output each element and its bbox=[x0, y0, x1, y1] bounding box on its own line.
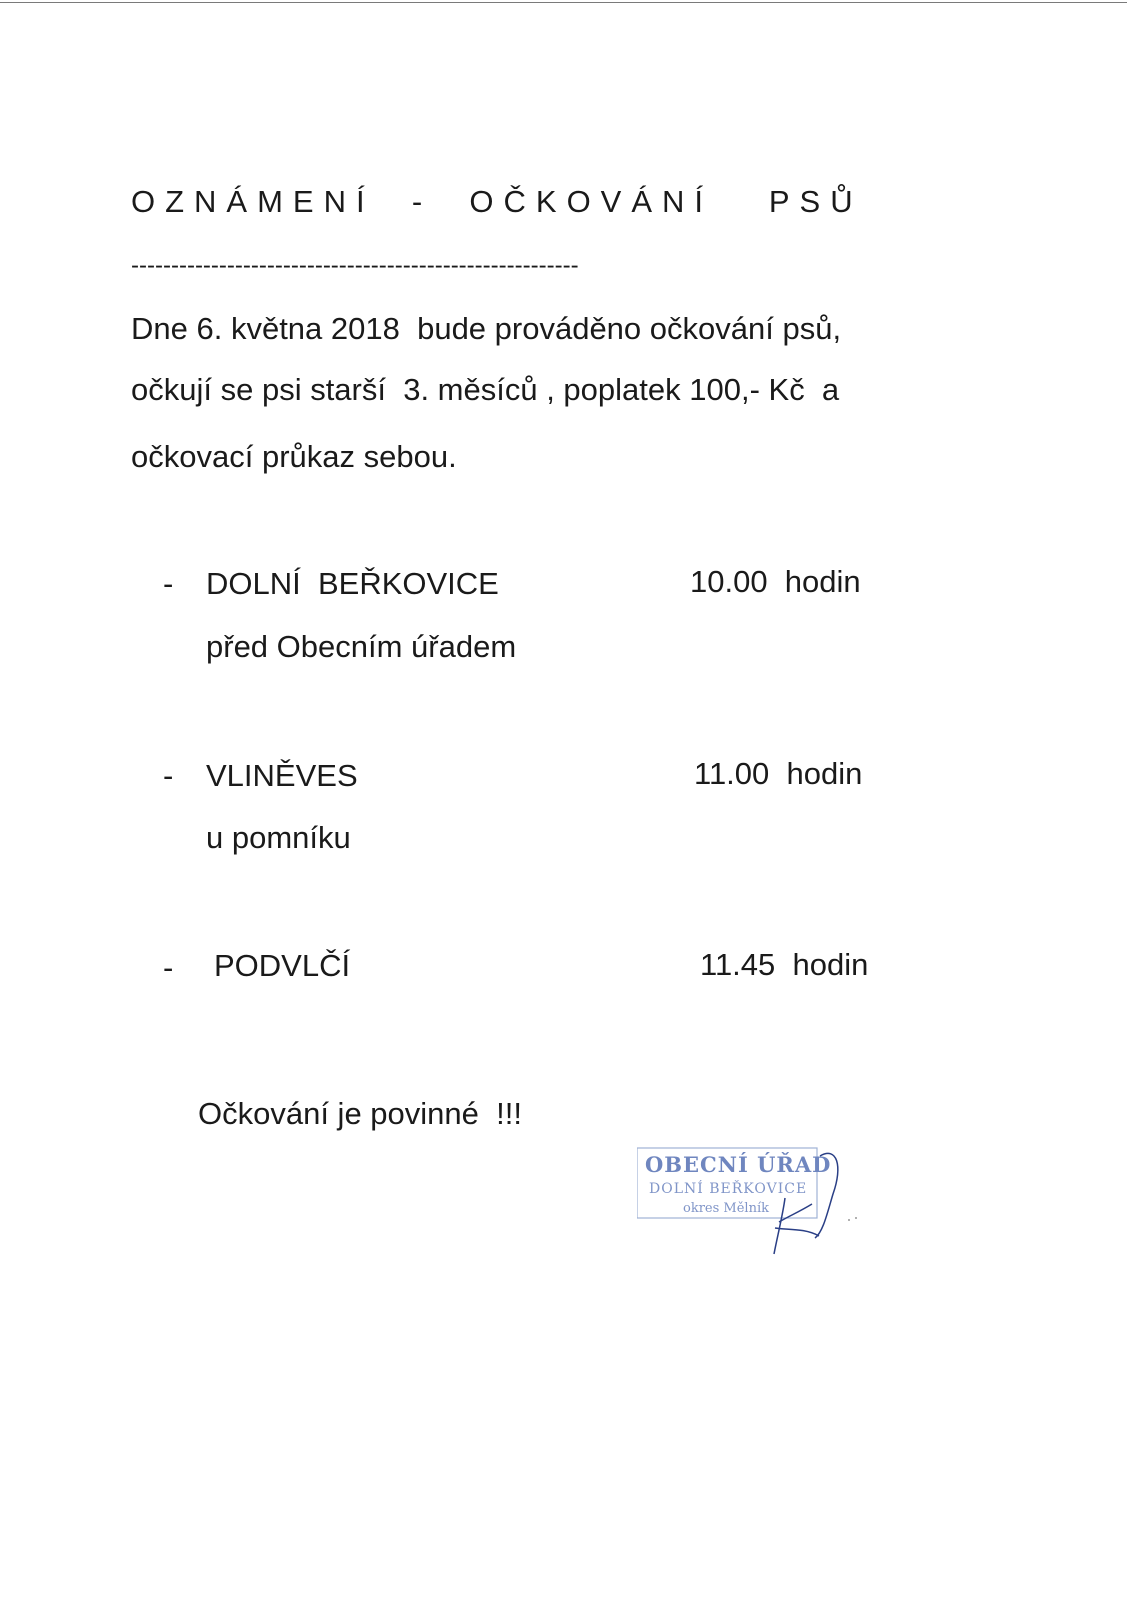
svg-text:DOLNÍ BEŘKOVICE: DOLNÍ BEŘKOVICE bbox=[649, 1181, 808, 1197]
schedule-bullet: - bbox=[163, 950, 174, 985]
schedule-time: 10.00 hodin bbox=[690, 564, 861, 599]
closing-statement: Očkování je povinné !!! bbox=[198, 1096, 522, 1131]
schedule-bullet: - bbox=[163, 566, 174, 601]
svg-text:okres Mělník: okres Mělník bbox=[683, 1201, 769, 1216]
schedule-time: 11.00 hodin bbox=[694, 756, 863, 791]
intro-line-3: očkovací průkaz sebou. bbox=[131, 439, 457, 474]
schedule-location-note: u pomníku bbox=[206, 820, 351, 855]
schedule-bullet: - bbox=[163, 758, 174, 793]
intro-line-2: očkují se psi starší 3. měsíců , poplatek 100,- Kč a bbox=[131, 372, 840, 407]
schedule-place: VLINĚVES bbox=[206, 758, 358, 793]
title-dashed-rule: -------------------------------------------------------- bbox=[131, 254, 579, 278]
schedule-place: PODVLČÍ bbox=[214, 948, 351, 983]
svg-text:OBECNÍ ÚŘAD: OBECNÍ ÚŘAD bbox=[645, 1152, 832, 1177]
page-top-border bbox=[0, 2, 1127, 3]
schedule-time: 11.45 hodin bbox=[700, 947, 869, 982]
page-title: OZNÁMENÍ - OČKOVÁNÍ PSŮ bbox=[131, 184, 863, 219]
office-stamp bbox=[637, 1148, 831, 1218]
office-stamp-signature bbox=[637, 1146, 859, 1256]
schedule-location-note: před Obecním úřadem bbox=[206, 629, 517, 664]
intro-line-1: Dne 6. května 2018 bude prováděno očkování psů, bbox=[131, 311, 842, 346]
schedule-place: DOLNÍ BEŘKOVICE bbox=[206, 566, 499, 601]
